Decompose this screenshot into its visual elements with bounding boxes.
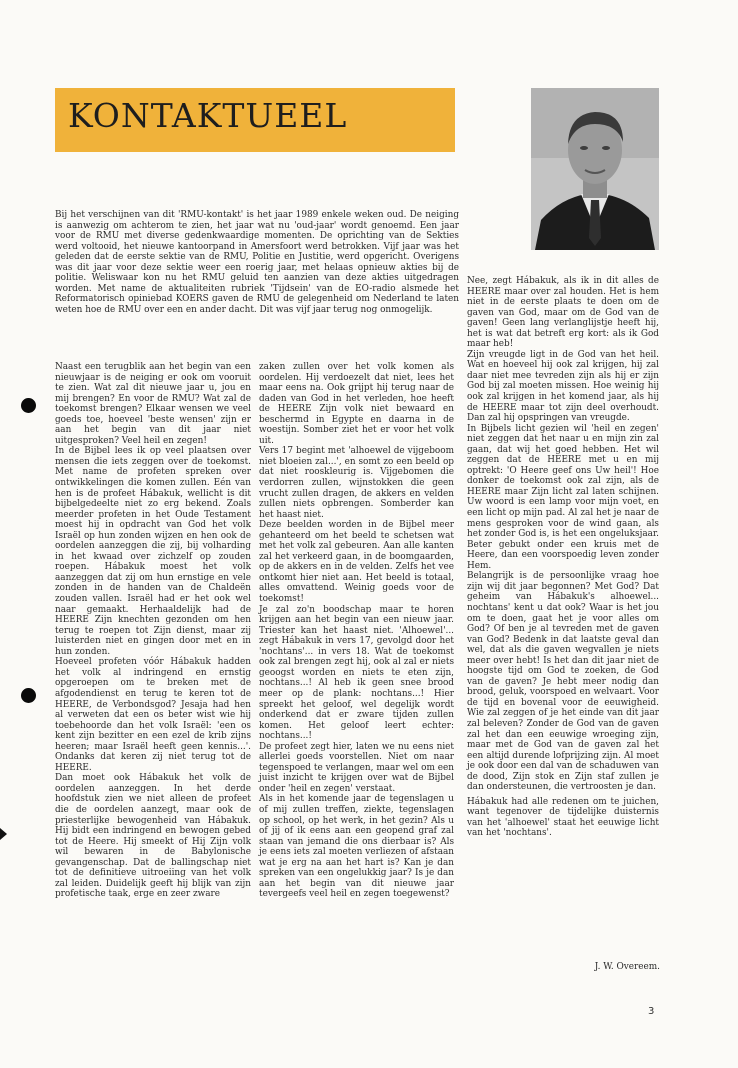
intro-paragraph: Bij het verschijnen van dit 'RMU-kontakt' is het jaar 1989 enkele weken oud. De neiging is aanwezig om achterom te zien, het jaar wat nu 'oud-jaar' wordt genoemd. Een jaar voor de RMU met diverse gedenkwaardige momenten. De oprichting van de Sekties werd voltooid, het nieuwe kantoorpand in Amersfoort werd betrokken. Vijf jaar was het geleden dat de eerste sektie van de RMU, Politie en Justitie, werd opgericht. Overigens was dit jaar voor deze sektie weer een roerig jaar, met helaas opnieuw akties bij de politie. Weliswaar kon nu het RMU geluid ten aanzien van deze akties uitgedragen worden. Met name de aktualiteiten rubriek 'Tijdsein' van de EO-radio alsmede het Reformatorisch opiniebad KOERS gaven de RMU de gelegenheid om Nederland te laten weten hoe de RMU over een en ander dacht. Dit was vijf jaar terug nog onmogelijk. (55, 210, 459, 315)
paragraph: Dan moet ook Hábakuk het volk de oordelen aanzeggen. In het derde hoofdstuk zien we niet alleen de profeet die de oordelen aanzegt, maar ook de priesterlijke bewogenheid van Hábakuk. Hij bidt een indringend en bewogen gebed tot de Heere. Hij smeekt of Hij Zijn volk wil bewaren in de Babylonische gevangenschap. Dat de ballingschap niet tot de definitieve uitroeiing van het volk zal leiden. Duidelijk geeft hij blijk van zijn profetische taak, erge en zeer zware (55, 773, 251, 900)
page-title: KONTAKTUEEL (68, 96, 348, 135)
paragraph: Naast een terugblik aan het begin van een nieuwjaar is de neiging er ook om vooruit te zien. Wat zal dit nieuwe jaar u, jou en mij brengen? En voor de RMU? Wat zal de toekomst brengen? Elkaar wensen we veel goeds toe, hoeveel 'beste wensen' zijn er aan het begin van dit jaar niet uitgesproken? Veel heil en zegen! (55, 362, 251, 446)
page-number: 3 (648, 1006, 655, 1017)
paragraph: Zijn vreugde ligt in de God van het heil. Wat en hoeveel hij ook zal krijgen, hij zal daar niet mee tevreden zijn als hij er zijn God bij zal moeten missen. Hoe weinig hij ook zal krijgen in het komend jaar, als hij de HEERE maar tot zijn deel overhoudt. Dan zal hij opspringen van vreugde. (467, 349, 659, 424)
paragraph: In Bijbels licht gezien wil 'heil en zegen' niet zeggen dat het naar u en mijn zin zal gaan, dat wij het goed hebben. Het wil zeggen dat de HEERE met u en mij optrekt: 'O Heere geef ons Uw heil'! Hoe donker de toekomst ook zal zijn, als de HEERE maar Zijn licht zal laten schijnen. Uw woord is een lamp voor mijn voet, en een licht op mijn pad. Al zal het je naar de mens gesproken voor de wind gaan, als het zonder God is, is het een ongeluksjaar. Beter gebukt onder een kruis met de Heere, dan een voorspoedig leven zonder Hem. (467, 423, 659, 571)
paragraph: Vers 17 begint met 'alhoewel de vijgeboom niet bloeien zal...', en somt zo een beeld op dat niet rooskleurig is. Vijgebomen die verdorren zullen, wijnstokken die geen vrucht zullen dragen, de akkers en velden zullen niets opbrengen. Somberder kan het haast niet. (259, 446, 454, 520)
paragraph: Belangrijk is de persoonlijke vraag hoe zijn wij dit jaar begonnen? Met God? Dat geheim van Hábakuk's alhoewel... nochtans' kent u dat ook? Waar is het jou om te doen, gaat het je voor alles om God? Of ben je al tevreden met de gaven van God? Bedenk in dat laatste geval dan wel, dat als die gaven wegvallen je niets meer over hebt! Is het dan dit jaar niet de hoogste tijd om God te zoeken, de God van de gaven? Je hebt meer nodig dan brood, geluk, voorspoed en welvaart. Voor de tijd en bovenal voor de eeuwigheid. Wie zal zeggen of je het einde van dit jaar zal beleven? Zonder de God van de gaven zal het dan een eeuwige wroeging zijn, maar met de God van de gaven zal het een altijd durende lofprijzing zijn. Al moet je ook door een dal van de schaduwen van de dood, Zijn stok en Zijn staf zullen je dan ondersteunen, die vertroosten je dan. (467, 571, 659, 793)
paragraph: Hábakuk had alle redenen om te juichen, want tegenover de tijdelijke duisternis van het 'alhoewel' staat het eeuwige licht van het 'nochtans'. (467, 796, 659, 839)
paragraph: In de Bijbel lees ik op veel plaatsen over mensen die iets zeggen over de toekomst. Met name de profeten spreken over ontwikkelingen die komen zullen. Eén van hen is de profeet Hábakuk, wellicht is dit bijbelgedeelte niet zo erg bekend. Zoals meerder profeten in het Oude Testament moest hij in opdracht van God het volk Israël op hun zonden wijzen en hen ook de oordelen aanzeggen die zij, bij volharding in het kwaad over zichzelf op zouden roepen. Hábakuk moest het volk aanzeggen dat zij om hun ernstige en vele zonden in de handen van de Chaldeën zouden vallen. Israël had er het ook wel naar gemaakt. Herhaaldelijk had de HEERE Zijn knechten gezonden om hen terug te roepen tot Zijn dienst, maar zij luisterden niet en gingen door met en in hun zonden. (55, 446, 251, 657)
portrait-photo-icon (531, 88, 659, 250)
paragraph: Deze beelden worden in de Bijbel meer gehanteerd om het beeld te schetsen wat met het volk zal gebeuren. Aan alle kanten zal het verkeerd gaan, in de boomgaarden, op de akkers en in de velden. Zelfs het vee ontkomt hier niet aan. Het beeld is totaal, alles omvattend. Weinig goeds voor de toekomst! (259, 520, 454, 605)
paragraph: zaken zullen over het volk komen als oordelen. Hij verdoezelt dat niet, lees het maar eens na. Ook grijpt hij terug naar de daden van God in het verleden, hoe heeft de HEERE Zijn volk niet bewaard en beschermd in Egypte en daarna in de woestijn. Somber ziet het er voor het volk uit. (259, 362, 454, 446)
paragraph: Nee, zegt Hábakuk, als ik in dit alles de HEERE maar over zal houden. Het is hem niet in de eerste plaats te doen om de gaven van God, maar om de God van de gaven! Geen lang verlanglijstje heeft hij, het is wat dat betreft erg kort: als ik God maar heb! (467, 276, 659, 350)
punch-hole (21, 688, 36, 703)
paragraph: Hoeveel profeten vóór Hábakuk hadden het volk al indringend en ernstig opgeroepen om te breken met de afgodendienst en terug te keren tot de HEERE, de Verbondsgod? Jesaja had hen al verweten dat een os beter wist wie hij toebehoorde dan het volk Israël: 'een os kent zijn bezitter en een ezel de krib zijns heeren; maar Israël heeft geen kennis...'. Ondanks dat keren zij niet terug tot de HEERE. (55, 657, 251, 773)
author-signature: J. W. Overeem. (594, 962, 660, 972)
paragraph: Als in het komende jaar de tegenslagen u of mij zullen treffen, ziekte, tegenslagen op school, op het werk, in het gezin? Als u of jij of ik eens aan een geopend graf zal staan van jemand die ons dierbaar is? Als je eens iets zal moeten verliezen of afstaan wat je erg na aan het hart is? Kan je dan spreken van een ongelukkig jaar? Is je dan aan het begin van dit nieuwe jaar tevergeefs veel heil en zegen toegewenst? (259, 794, 454, 900)
punch-hole (21, 398, 36, 413)
column-1 (55, 362, 251, 900)
paragraph: De profeet zegt hier, laten we nu eens niet allerlei goeds voorstellen. Niet om naar tegenspoed te verlangen, maar wel om een juist inzicht te krijgen over wat de Bijbel onder 'heil en zegen' verstaat. (259, 741, 454, 794)
column-3 (467, 276, 659, 839)
paragraph: Je zal zo'n boodschap maar te horen krijgen aan het begin van een nieuw jaar. Triester kan het haast niet. 'Alhoewel'... zegt Hábakuk in vers 17, gevolgd door het 'nochtans'... in vers 18. Wat de toekomst ook zal brengen zegt hij, ook al zal er niets geoogst worden en niets te eten zijn, nochtans...! Al heb ik geen snee brood meer op de plank: nochtans...! Hier spreekt het geloof, wel degelijk wordt onderkend dat er zware tijden zullen komen. Het geloof leert echter: nochtans...! (259, 604, 454, 742)
portrait-photo (531, 88, 659, 250)
column-2 (259, 362, 454, 900)
edge-mark (0, 828, 7, 840)
